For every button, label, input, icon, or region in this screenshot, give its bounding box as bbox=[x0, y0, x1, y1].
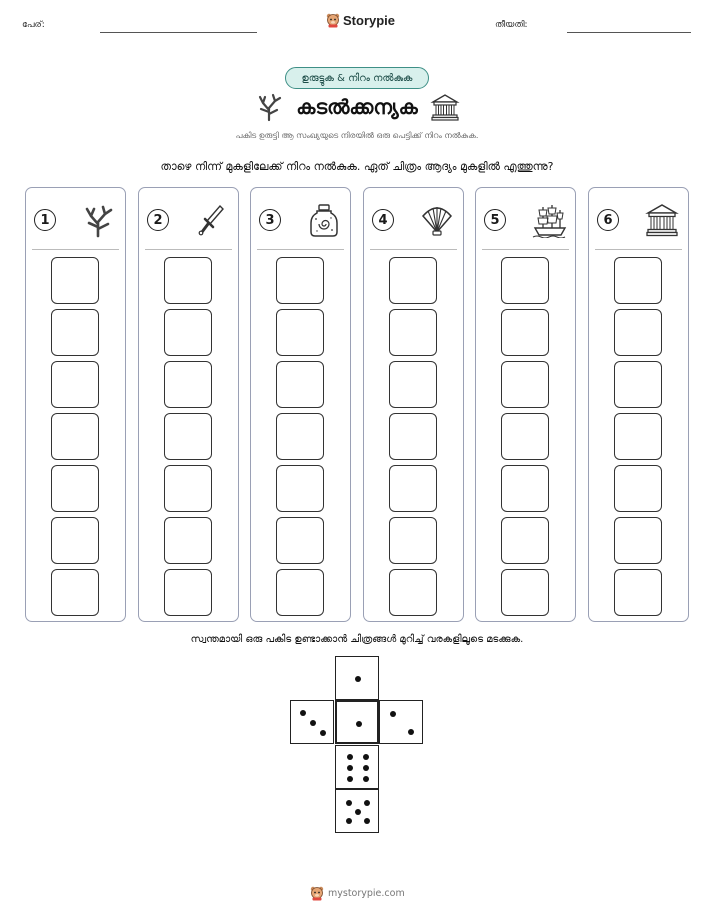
color-box[interactable] bbox=[389, 257, 437, 304]
potion-bottle-icon bbox=[306, 202, 342, 238]
dice-column-5 bbox=[475, 187, 576, 622]
die-face-top bbox=[335, 656, 379, 700]
date-label: തീയതി: bbox=[495, 20, 528, 30]
die-face-center bbox=[335, 700, 379, 744]
color-box[interactable] bbox=[614, 361, 662, 408]
color-box[interactable] bbox=[51, 413, 99, 460]
die-pip bbox=[363, 776, 369, 782]
column-number: 4 bbox=[372, 209, 394, 231]
color-box[interactable] bbox=[164, 413, 212, 460]
die-pip bbox=[346, 800, 352, 806]
coral-icon bbox=[81, 202, 117, 238]
storypie-bear-icon bbox=[326, 12, 340, 28]
footer bbox=[310, 885, 405, 901]
storypie-bear-icon bbox=[310, 885, 324, 901]
column-number: 1 bbox=[34, 209, 56, 231]
column-header bbox=[147, 200, 230, 240]
die-pip bbox=[320, 730, 326, 736]
column-number: 2 bbox=[147, 209, 169, 231]
color-box[interactable] bbox=[501, 517, 549, 564]
color-box[interactable] bbox=[51, 361, 99, 408]
die-face-right bbox=[379, 700, 423, 744]
die-pip bbox=[408, 729, 414, 735]
column-number: 6 bbox=[597, 209, 619, 231]
footer-url[interactable]: mystorypie.com bbox=[328, 887, 405, 899]
color-box[interactable] bbox=[501, 413, 549, 460]
color-box[interactable] bbox=[614, 569, 662, 616]
color-box[interactable] bbox=[276, 465, 324, 512]
color-box[interactable] bbox=[614, 517, 662, 564]
ship-icon bbox=[531, 202, 567, 238]
temple-icon bbox=[430, 92, 460, 122]
color-box[interactable] bbox=[389, 309, 437, 356]
column-divider bbox=[482, 249, 569, 250]
die-pip bbox=[347, 754, 353, 760]
color-box[interactable] bbox=[501, 361, 549, 408]
color-box[interactable] bbox=[614, 413, 662, 460]
name-label: പേര്: bbox=[22, 20, 45, 30]
column-header bbox=[34, 200, 117, 240]
die-face-lower bbox=[335, 745, 379, 789]
dice-column-1 bbox=[25, 187, 126, 622]
die-pip bbox=[363, 754, 369, 760]
color-box[interactable] bbox=[389, 413, 437, 460]
color-box[interactable] bbox=[276, 257, 324, 304]
die-face-bottom bbox=[335, 789, 379, 833]
color-box[interactable] bbox=[164, 361, 212, 408]
column-divider bbox=[257, 249, 344, 250]
temple-icon bbox=[644, 202, 680, 238]
page-title: കടൽക്കന്യക bbox=[296, 95, 418, 119]
dice-column-3 bbox=[250, 187, 351, 622]
color-box[interactable] bbox=[51, 309, 99, 356]
coral-icon bbox=[254, 92, 284, 122]
question-text: താഴെ നിന്ന് മുകളിലേക്ക് നിറം നൽകുക. ഏത് ചിത്രം ആദ്യം മുകളിൽ എത്തുന്നു? bbox=[160, 160, 554, 173]
color-box[interactable] bbox=[501, 309, 549, 356]
color-box[interactable] bbox=[276, 517, 324, 564]
column-divider bbox=[145, 249, 232, 250]
brand-logo bbox=[326, 12, 395, 28]
column-number: 3 bbox=[259, 209, 281, 231]
die-net[interactable] bbox=[290, 656, 425, 834]
color-box[interactable] bbox=[276, 309, 324, 356]
color-box[interactable] bbox=[164, 309, 212, 356]
die-pip bbox=[346, 818, 352, 824]
color-box[interactable] bbox=[501, 569, 549, 616]
activity-pill: ഉരുട്ടുക & നിറം നൽകുക bbox=[285, 67, 429, 89]
color-box[interactable] bbox=[164, 257, 212, 304]
color-box[interactable] bbox=[501, 465, 549, 512]
brand-name: Storypie bbox=[343, 12, 396, 28]
die-pip bbox=[310, 720, 316, 726]
dice-column-4 bbox=[363, 187, 464, 622]
name-line[interactable] bbox=[100, 32, 257, 33]
die-pip bbox=[364, 800, 370, 806]
die-pip bbox=[347, 776, 353, 782]
color-box[interactable] bbox=[51, 257, 99, 304]
die-pip bbox=[363, 765, 369, 771]
die-pip bbox=[355, 676, 361, 682]
color-box[interactable] bbox=[389, 361, 437, 408]
color-box[interactable] bbox=[51, 517, 99, 564]
dice-column-2 bbox=[138, 187, 239, 622]
dice-column-6 bbox=[588, 187, 689, 622]
color-box[interactable] bbox=[389, 569, 437, 616]
dagger-icon bbox=[194, 202, 230, 238]
color-box[interactable] bbox=[164, 569, 212, 616]
color-box[interactable] bbox=[276, 361, 324, 408]
subtitle: പകിട ഉരുട്ടി ആ സംഖ്യയുടെ നിരയിൽ ഒരു പെട്ടിക്ക് നിറം നൽകുക. bbox=[235, 131, 479, 140]
column-number: 5 bbox=[484, 209, 506, 231]
die-face-left bbox=[290, 700, 334, 744]
color-box[interactable] bbox=[614, 309, 662, 356]
color-box[interactable] bbox=[501, 257, 549, 304]
color-box[interactable] bbox=[276, 569, 324, 616]
die-pip bbox=[300, 710, 306, 716]
die-pip bbox=[390, 711, 396, 717]
column-divider bbox=[370, 249, 457, 250]
column-divider bbox=[595, 249, 682, 250]
column-divider bbox=[32, 249, 119, 250]
column-header bbox=[372, 200, 455, 240]
color-box[interactable] bbox=[389, 517, 437, 564]
column-header bbox=[597, 200, 680, 240]
die-pip bbox=[347, 765, 353, 771]
color-box[interactable] bbox=[614, 257, 662, 304]
die-instruction: സ്വന്തമായി ഒരു പകിട ഉണ്ടാക്കാൻ ചിത്രങ്ങൾ മുറിച്ച് വരകളിലൂടെ മടക്കുക. bbox=[190, 634, 524, 645]
title-row bbox=[240, 92, 474, 122]
die-pip bbox=[364, 818, 370, 824]
die-pip bbox=[356, 721, 362, 727]
color-box[interactable] bbox=[164, 517, 212, 564]
date-line[interactable] bbox=[567, 32, 691, 33]
color-box[interactable] bbox=[51, 569, 99, 616]
color-box[interactable] bbox=[614, 465, 662, 512]
column-header bbox=[484, 200, 567, 240]
color-box[interactable] bbox=[276, 413, 324, 460]
color-box[interactable] bbox=[51, 465, 99, 512]
die-pip bbox=[355, 809, 361, 815]
color-box[interactable] bbox=[164, 465, 212, 512]
seashell-icon bbox=[419, 202, 455, 238]
color-box[interactable] bbox=[389, 465, 437, 512]
column-header bbox=[259, 200, 342, 240]
